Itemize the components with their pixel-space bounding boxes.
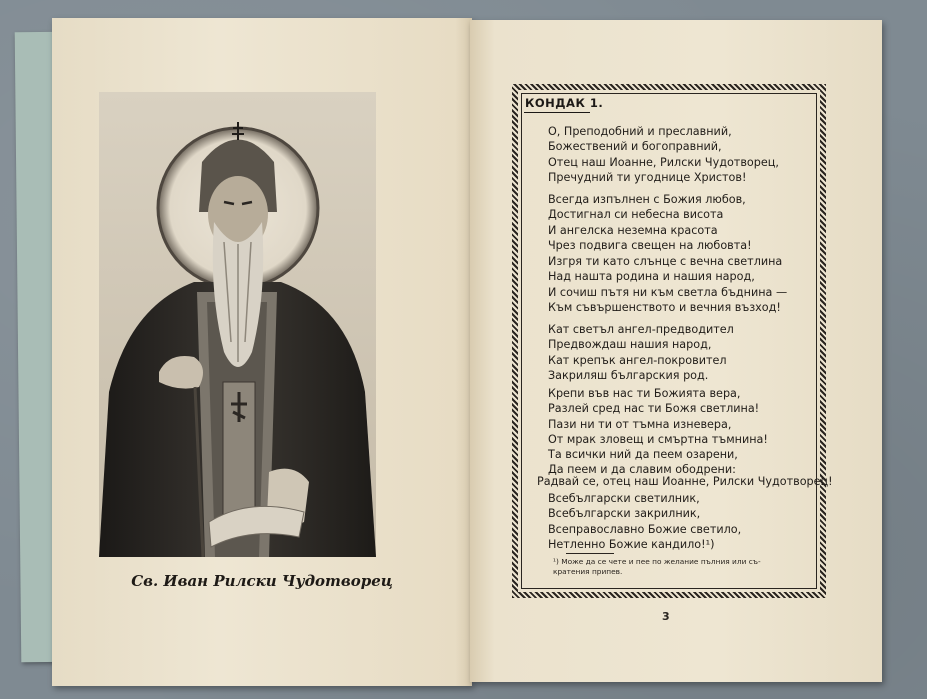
saint-portrait-icon [99, 92, 376, 557]
verse-line: Крепи във нас ти Божията вера, [548, 387, 741, 400]
verse-line: Кат крепък ангел-покровител [548, 353, 727, 367]
verse-line: Изгря ти като слънце с вечна светлина [548, 255, 783, 268]
footnote-line: кратения припев. [553, 567, 623, 576]
footnote-rule [566, 553, 614, 554]
refrain-line: Нетленно Божие кандило!¹) [548, 537, 715, 551]
footnote-line: ¹) Може да се чете и пее по желание пълния или съ- [553, 557, 761, 566]
stanza-3 [548, 254, 787, 315]
verse-line: Достигнал си небесна висота [548, 208, 724, 222]
verse-line: Закриляш българския род. [548, 368, 709, 382]
footnote [553, 557, 803, 577]
refrain-line: Всеправославно Божие светило, [548, 522, 742, 536]
verse-line: О, Преподобний и преславний, [548, 125, 732, 138]
stanza-5 [548, 386, 768, 478]
verse-line: Та всички ний да пеем озарени, [548, 448, 738, 462]
refrain-line: Всебългарски закрилник, [548, 507, 701, 521]
verse-line: Над нашта родина и нашия народ, [548, 270, 755, 284]
refrain-line: Всебългарски светилник, [548, 492, 700, 505]
verse-line: Пази ни ти от тъмна изневера, [548, 417, 732, 431]
portrait-caption: Св. Иван Рилски Чудотворец [131, 572, 393, 590]
verse-line: Да пеем и да славим ободрени: [548, 463, 736, 477]
refrain [548, 491, 741, 552]
verse-line: Всегда изпълнен с Божия любов, [548, 193, 746, 206]
verse-line: От мрак зловещ и смъртна тъмнина! [548, 432, 768, 446]
verse-line: Отец наш Иоанне, Рилски Чудотворец, [548, 155, 779, 169]
verse-line: Към съвършенството и вечния възход! [548, 300, 781, 314]
stanza-1 [548, 124, 779, 185]
verse-line: Божествений и богоправний, [548, 140, 722, 154]
heading-underline [524, 112, 590, 113]
verse-line: Пречудний ти угоднице Христов! [548, 170, 747, 184]
saint-portrait-image [99, 92, 376, 557]
kondak-heading: КОНДАК 1. [525, 96, 604, 110]
verse-line: Чрез подвига свещен на любовта! [548, 238, 752, 252]
page-number: 3 [662, 610, 670, 623]
verse-line: Кат светъл ангел-предводител [548, 323, 734, 336]
stanza-4 [548, 322, 734, 383]
verse-line: Предвождаш нашия народ, [548, 338, 712, 352]
verse-line: И сочиш пътя ни към светла бъднина — [548, 285, 788, 299]
verse-line: Разлей сред нас ти Божя светлина! [548, 402, 760, 416]
verse-line: И ангелска неземна красота [548, 223, 718, 237]
refrain-lead-line: Радвай се, отец наш Иоанне, Рилски Чудотворец! [537, 475, 833, 488]
stanza-2 [548, 192, 752, 253]
